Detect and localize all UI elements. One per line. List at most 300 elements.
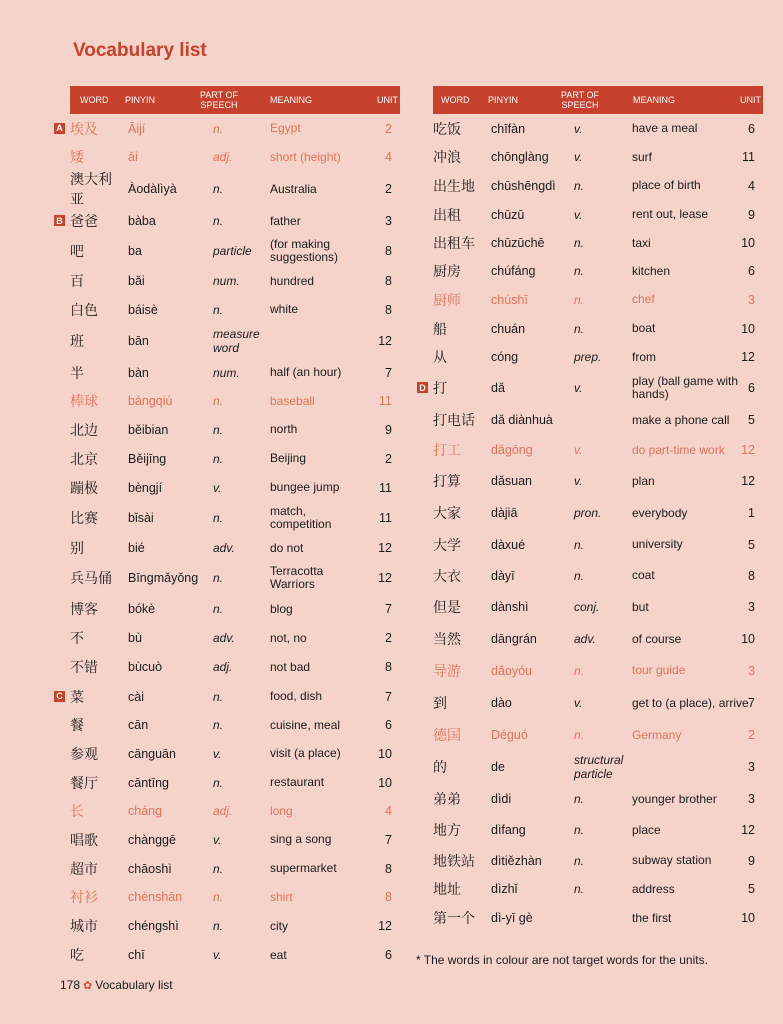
cell-pos: n. xyxy=(574,568,585,583)
cell-meaning: boat xyxy=(632,321,656,335)
cell-pos: n. xyxy=(574,853,585,868)
cell-meaning: sing a song xyxy=(270,832,332,846)
cell-meaning: plan xyxy=(632,473,655,488)
table-row xyxy=(433,846,763,875)
cell-word: 埃及 xyxy=(70,121,98,138)
page-number: 178 xyxy=(60,978,81,992)
cell-pinyin: dǎ diànhuà xyxy=(491,413,553,427)
table-row xyxy=(56,114,400,143)
cell-unit: 8 xyxy=(385,244,392,258)
cell-unit: 12 xyxy=(741,443,755,457)
cell-pos: n. xyxy=(213,422,224,437)
table-body xyxy=(419,114,763,933)
cell-unit: 10 xyxy=(378,746,392,761)
cell-pinyin: bàn xyxy=(128,365,149,380)
cell-pinyin: bié xyxy=(128,541,145,555)
cell-unit: 3 xyxy=(748,292,755,307)
cell-meaning: baseball xyxy=(270,393,315,408)
cell-meaning: Egypt xyxy=(270,121,301,135)
table-row xyxy=(433,314,763,343)
table-row xyxy=(70,883,400,911)
table-row xyxy=(433,405,763,435)
cell-word: 班 xyxy=(70,334,84,350)
cell-meaning: the first xyxy=(632,910,672,925)
cell-pinyin: cháng xyxy=(128,804,163,818)
cell-word: 地方 xyxy=(433,823,461,839)
cell-pinyin: bàngqiú xyxy=(128,394,173,408)
table-row xyxy=(70,502,400,534)
cell-unit: 11 xyxy=(379,511,392,525)
cell-meaning: university xyxy=(632,537,683,551)
cell-pos: num. xyxy=(213,274,240,288)
cell-pinyin: dì-yī gè xyxy=(491,911,533,925)
cell-pos: conj. xyxy=(574,600,600,614)
cell-pos: n. xyxy=(574,663,585,678)
cell-pos: v. xyxy=(574,696,583,710)
cell-meaning: blog xyxy=(270,601,293,616)
cell-pinyin: dǎgōng xyxy=(491,443,533,457)
cell-pinyin: dàjiā xyxy=(491,506,518,520)
cell-word: 衬衫 xyxy=(70,890,98,906)
cell-pos: v. xyxy=(574,443,583,457)
cell-unit: 3 xyxy=(748,600,755,614)
cell-word: 别 xyxy=(70,541,84,557)
cell-meaning: get to (a place), arrive xyxy=(632,695,749,710)
cell-pinyin: cānguān xyxy=(128,746,176,761)
header-pos: PART OF SPEECH xyxy=(199,90,238,110)
cell-word: 菜 xyxy=(70,689,84,706)
cell-pos: n. xyxy=(213,214,224,228)
cell-pinyin: Bīngmǎyǒng xyxy=(128,571,199,585)
cell-meaning: do part-time work xyxy=(632,442,725,457)
table-row xyxy=(433,814,763,846)
cell-meaning: supermarket xyxy=(270,861,337,875)
table-row xyxy=(433,435,763,465)
table-row xyxy=(433,875,763,903)
table-body xyxy=(56,114,400,969)
cell-unit: 1 xyxy=(748,506,755,520)
cell-pos xyxy=(574,405,636,435)
cell-meaning: Germany xyxy=(632,727,682,742)
cell-pos: adv. xyxy=(574,632,596,646)
section-letter-badge: A xyxy=(54,123,65,134)
cell-unit: 3 xyxy=(385,214,392,228)
cell-word: 德国 xyxy=(433,728,461,744)
cell-meaning: tour guide xyxy=(632,663,686,677)
cell-pinyin: Āijí xyxy=(128,121,146,136)
cell-pinyin: chúshī xyxy=(491,292,528,307)
cell-word: 餐厅 xyxy=(70,775,98,792)
table-row xyxy=(70,562,400,594)
cell-word: 厨师 xyxy=(433,292,461,309)
cell-pos: adv. xyxy=(213,631,235,645)
table-row xyxy=(433,200,763,229)
cell-meaning: Terracotta Warriors xyxy=(270,564,324,591)
cell-pinyin: cāntīng xyxy=(128,775,170,790)
table-row xyxy=(433,497,763,529)
header-word: WORD xyxy=(80,95,109,105)
cell-meaning: of course xyxy=(632,631,682,646)
cell-unit: 2 xyxy=(385,121,392,136)
cell-unit: 10 xyxy=(741,236,755,250)
cell-pos: n. xyxy=(213,302,224,317)
cell-unit: 5 xyxy=(748,537,755,552)
cell-word: 大衣 xyxy=(433,568,461,585)
cell-pos: structural particle xyxy=(574,753,624,781)
cell-pos: num. xyxy=(213,365,240,380)
cell-word: 城市 xyxy=(70,919,98,935)
header-meaning: MEANING xyxy=(270,95,313,105)
cell-word: 兵马俑 xyxy=(70,571,112,587)
cell-pinyin: bǎi xyxy=(128,274,145,288)
cell-pos: v. xyxy=(574,207,583,222)
table-row xyxy=(433,529,763,560)
cell-pos: n. xyxy=(213,394,224,408)
cell-pos: v. xyxy=(213,948,222,962)
footer-label: Vocabulary list xyxy=(95,978,173,992)
cell-unit: 6 xyxy=(385,948,392,962)
cell-unit: 9 xyxy=(385,422,392,437)
cell-pinyin: dāngrán xyxy=(491,632,537,646)
cell-unit: 12 xyxy=(741,823,755,837)
cell-pinyin: dìdi xyxy=(491,792,512,806)
cell-meaning: city xyxy=(270,918,288,933)
cell-pinyin: chī xyxy=(128,948,145,962)
cell-word: 出租 xyxy=(433,207,461,224)
cell-word: 大学 xyxy=(433,537,461,554)
cell-pos: n. xyxy=(574,792,585,806)
cell-meaning: everybody xyxy=(632,505,688,520)
table-row xyxy=(70,235,400,267)
table-row xyxy=(56,682,400,711)
cell-word: 船 xyxy=(433,321,447,338)
cell-pos: v. xyxy=(213,746,222,761)
cell-unit: 8 xyxy=(385,861,392,876)
cell-word: 北边 xyxy=(70,422,98,439)
cell-meaning: match, competition xyxy=(270,504,332,531)
cell-pinyin: chènshān xyxy=(128,890,183,904)
table-row xyxy=(433,784,763,814)
cell-pos: n. xyxy=(213,451,224,466)
section-letter-badge: C xyxy=(54,691,65,702)
cell-word: 吃 xyxy=(70,948,84,964)
table-row xyxy=(70,825,400,854)
header-unit: UNIT xyxy=(377,95,398,105)
table-row xyxy=(70,473,400,502)
cell-unit: 12 xyxy=(741,350,755,364)
cell-meaning: coat xyxy=(632,568,655,582)
cell-word: 打 xyxy=(433,381,447,397)
cell-meaning: taxi xyxy=(632,235,651,250)
cell-unit: 10 xyxy=(378,775,392,790)
cell-pinyin: dǎ xyxy=(491,381,505,395)
cell-unit: 9 xyxy=(748,207,755,222)
table-row xyxy=(70,854,400,883)
cell-unit: 6 xyxy=(748,121,755,136)
cell-unit: 11 xyxy=(379,394,392,408)
cell-pos: prep. xyxy=(574,350,602,364)
cell-pos: n. xyxy=(213,689,224,704)
cell-meaning: Australia xyxy=(270,181,317,196)
cell-word: 打算 xyxy=(433,474,461,490)
cell-word: 当然 xyxy=(433,632,461,648)
cell-pos: v. xyxy=(574,474,583,488)
cell-pinyin: bàba xyxy=(128,214,156,228)
cell-meaning: father xyxy=(270,213,301,228)
cell-word: 爸爸 xyxy=(70,214,98,230)
cell-pinyin: ba xyxy=(128,244,142,258)
cell-pinyin: dàyī xyxy=(491,568,515,583)
table-row xyxy=(433,750,763,784)
cell-pinyin: chūzū xyxy=(491,207,525,222)
cell-meaning: younger brother xyxy=(632,791,717,806)
cell-pos: n. xyxy=(213,602,224,616)
cell-meaning: make a phone call xyxy=(632,412,730,427)
cell-pos: n. xyxy=(574,537,585,552)
cell-word: 弟弟 xyxy=(433,792,461,808)
cell-pinyin: bù xyxy=(128,631,142,645)
cell-word: 矮 xyxy=(70,150,84,166)
cell-pos: n. xyxy=(213,890,224,904)
header-word: WORD xyxy=(441,95,470,105)
cell-unit: 11 xyxy=(379,480,392,495)
cell-pos: pron. xyxy=(574,506,602,520)
cell-pinyin: chéngshì xyxy=(128,919,179,933)
table-row xyxy=(433,343,763,371)
cell-unit: 7 xyxy=(748,696,755,710)
table-row xyxy=(70,444,400,473)
cell-pos: n. xyxy=(574,882,585,896)
cell-word: 半 xyxy=(70,365,84,382)
cell-meaning: restaurant xyxy=(270,775,325,789)
cell-meaning: rent out, lease xyxy=(632,207,709,221)
table-row xyxy=(433,655,763,686)
cell-pinyin: dànshì xyxy=(491,600,529,614)
cell-word: 白色 xyxy=(70,302,98,319)
cell-word: 吧 xyxy=(70,244,84,260)
cell-word: 打电话 xyxy=(433,413,475,429)
cell-word: 比赛 xyxy=(70,511,98,527)
cell-pinyin: chúfáng xyxy=(491,264,536,278)
cell-unit: 10 xyxy=(741,911,755,925)
cell-pinyin: bān xyxy=(128,334,149,348)
cell-meaning: half (an hour) xyxy=(270,365,342,379)
cell-word: 到 xyxy=(433,696,447,712)
table-row xyxy=(433,623,763,655)
cell-unit: 3 xyxy=(748,663,755,678)
cell-meaning xyxy=(270,324,368,358)
table-row xyxy=(70,534,400,562)
cell-unit: 8 xyxy=(385,890,392,904)
cell-pos: n. xyxy=(574,292,585,307)
cell-word: 第一个 xyxy=(433,911,475,927)
table-row xyxy=(433,560,763,591)
cell-pinyin: chāoshì xyxy=(128,861,172,876)
cell-pos: adj. xyxy=(213,660,233,674)
table-row xyxy=(70,711,400,739)
cell-pos: n. xyxy=(213,861,224,876)
cell-meaning: kitchen xyxy=(632,263,671,278)
table-row xyxy=(70,358,400,387)
cell-word: 澳大利亚 xyxy=(70,172,112,208)
cell-word: 长 xyxy=(70,804,84,820)
cell-pinyin: dàxué xyxy=(491,537,526,552)
cell-pinyin: chuán xyxy=(491,321,526,336)
cell-pos: n. xyxy=(574,728,585,742)
cell-unit: 9 xyxy=(748,853,755,868)
header-unit: UNIT xyxy=(740,95,761,105)
cell-meaning: place xyxy=(632,822,661,837)
cell-meaning: Beijing xyxy=(270,451,307,465)
cell-word: 导游 xyxy=(433,663,461,680)
vocab-table-right xyxy=(419,86,763,933)
cell-meaning: play (ball game with hands) xyxy=(632,374,739,401)
cell-word: 蹦极 xyxy=(70,480,98,497)
table-row xyxy=(433,171,763,200)
cell-pos: measure word xyxy=(213,327,260,355)
cell-pinyin: dìfang xyxy=(491,823,526,837)
cell-meaning: shirt xyxy=(270,889,293,904)
cell-unit: 2 xyxy=(385,182,392,196)
table-row xyxy=(70,594,400,624)
cell-meaning: not, no xyxy=(270,630,307,645)
cell-pos: n. xyxy=(213,182,224,196)
table-row xyxy=(70,295,400,324)
cell-meaning: hundred xyxy=(270,273,315,288)
table-header xyxy=(433,86,763,114)
cell-unit: 12 xyxy=(741,474,755,488)
cell-word: 超市 xyxy=(70,861,98,878)
table-row xyxy=(70,768,400,797)
cell-word: 唱歌 xyxy=(70,832,98,849)
flower-icon: ✿ xyxy=(83,979,93,992)
cell-pos: n. xyxy=(213,919,224,933)
cell-unit: 2 xyxy=(748,728,755,742)
cell-word: 出生地 xyxy=(433,178,475,195)
cell-pos: particle xyxy=(213,244,252,258)
table-row xyxy=(433,229,763,257)
cell-unit: 7 xyxy=(385,602,392,616)
table-row xyxy=(433,465,763,497)
cell-word: 大家 xyxy=(433,506,461,522)
cell-pos: v. xyxy=(574,381,583,395)
cell-unit: 12 xyxy=(378,571,392,585)
cell-unit: 7 xyxy=(385,689,392,704)
cell-meaning: visit (a place) xyxy=(270,746,341,760)
cell-pinyin: cài xyxy=(128,689,144,704)
table-header xyxy=(70,86,400,114)
table-row xyxy=(56,207,400,235)
cell-meaning: cuisine, meal xyxy=(270,717,341,732)
cell-pinyin: de xyxy=(491,760,505,774)
table-row xyxy=(433,591,763,623)
cell-unit: 2 xyxy=(385,631,392,645)
cell-pos: adj. xyxy=(213,804,233,818)
cell-pinyin: dào xyxy=(491,696,512,710)
cell-pinyin: dǎsuan xyxy=(491,474,533,488)
cell-meaning: chef xyxy=(632,292,655,306)
section-letter-badge: D xyxy=(417,382,428,393)
cell-word: 北京 xyxy=(70,451,98,468)
table-row xyxy=(70,797,400,825)
cell-word: 的 xyxy=(433,760,447,776)
table-row xyxy=(419,371,763,405)
table-row xyxy=(433,285,763,314)
cell-word: 不 xyxy=(70,631,84,647)
cell-unit: 11 xyxy=(742,150,755,164)
cell-unit: 8 xyxy=(385,660,392,674)
page-title: Vocabulary list xyxy=(73,40,207,61)
cell-word: 棒球 xyxy=(70,394,98,410)
cell-unit: 10 xyxy=(741,632,755,646)
cell-meaning: but xyxy=(632,599,649,614)
cell-pinyin: chīfàn xyxy=(491,121,526,136)
cell-unit: 3 xyxy=(748,792,755,806)
cell-word: 博客 xyxy=(70,602,98,618)
vocab-table-left xyxy=(56,86,400,969)
cell-unit: 12 xyxy=(378,919,392,933)
cell-pos: v. xyxy=(213,832,222,847)
cell-word: 吃饭 xyxy=(433,121,461,138)
table-row xyxy=(433,143,763,171)
cell-meaning: address xyxy=(632,881,675,896)
header-meaning: MEANING xyxy=(633,95,676,105)
cell-unit: 4 xyxy=(385,150,392,164)
cell-meaning: long xyxy=(270,803,293,818)
cell-meaning: do not xyxy=(270,540,304,555)
header-pinyin: PINYIN xyxy=(125,95,156,105)
table-row xyxy=(70,171,400,207)
header-pinyin: PINYIN xyxy=(488,95,519,105)
table-row xyxy=(70,267,400,295)
cell-word: 地址 xyxy=(433,882,461,898)
cell-word: 地铁站 xyxy=(433,853,475,870)
cell-word: 出租车 xyxy=(433,236,475,252)
cell-meaning: subway station xyxy=(632,853,712,867)
cell-unit: 6 xyxy=(748,381,755,395)
cell-pinyin: bùcuò xyxy=(128,660,163,674)
cell-pos: n. xyxy=(213,571,224,585)
cell-word: 打工 xyxy=(433,443,461,459)
cell-word: 餐 xyxy=(70,718,84,734)
table-row xyxy=(433,686,763,720)
page-footer xyxy=(60,978,173,992)
table-row xyxy=(70,739,400,768)
cell-meaning: short (height) xyxy=(270,149,341,164)
cell-unit: 4 xyxy=(748,178,755,193)
cell-meaning: surf xyxy=(632,149,653,164)
cell-meaning: from xyxy=(632,349,656,364)
cell-pos xyxy=(574,903,636,933)
cell-pos: n. xyxy=(574,264,585,278)
cell-pinyin: chànggē xyxy=(128,832,176,847)
cell-pinyin: dìtiězhàn xyxy=(491,853,542,868)
header-pos: PART OF SPEECH xyxy=(560,90,599,110)
cell-unit: 4 xyxy=(385,804,392,818)
table-row xyxy=(70,324,400,358)
cell-meaning: have a meal xyxy=(632,121,698,135)
cell-unit: 10 xyxy=(741,321,755,336)
cell-meaning: place of birth xyxy=(632,178,701,192)
cell-unit: 8 xyxy=(385,302,392,317)
cell-unit: 6 xyxy=(385,718,392,732)
cell-unit: 2 xyxy=(385,451,392,466)
cell-word: 冲浪 xyxy=(433,150,461,166)
cell-word: 厨房 xyxy=(433,264,461,280)
table-row xyxy=(70,941,400,969)
cell-word: 百 xyxy=(70,274,84,290)
cell-pos: n. xyxy=(574,823,585,837)
